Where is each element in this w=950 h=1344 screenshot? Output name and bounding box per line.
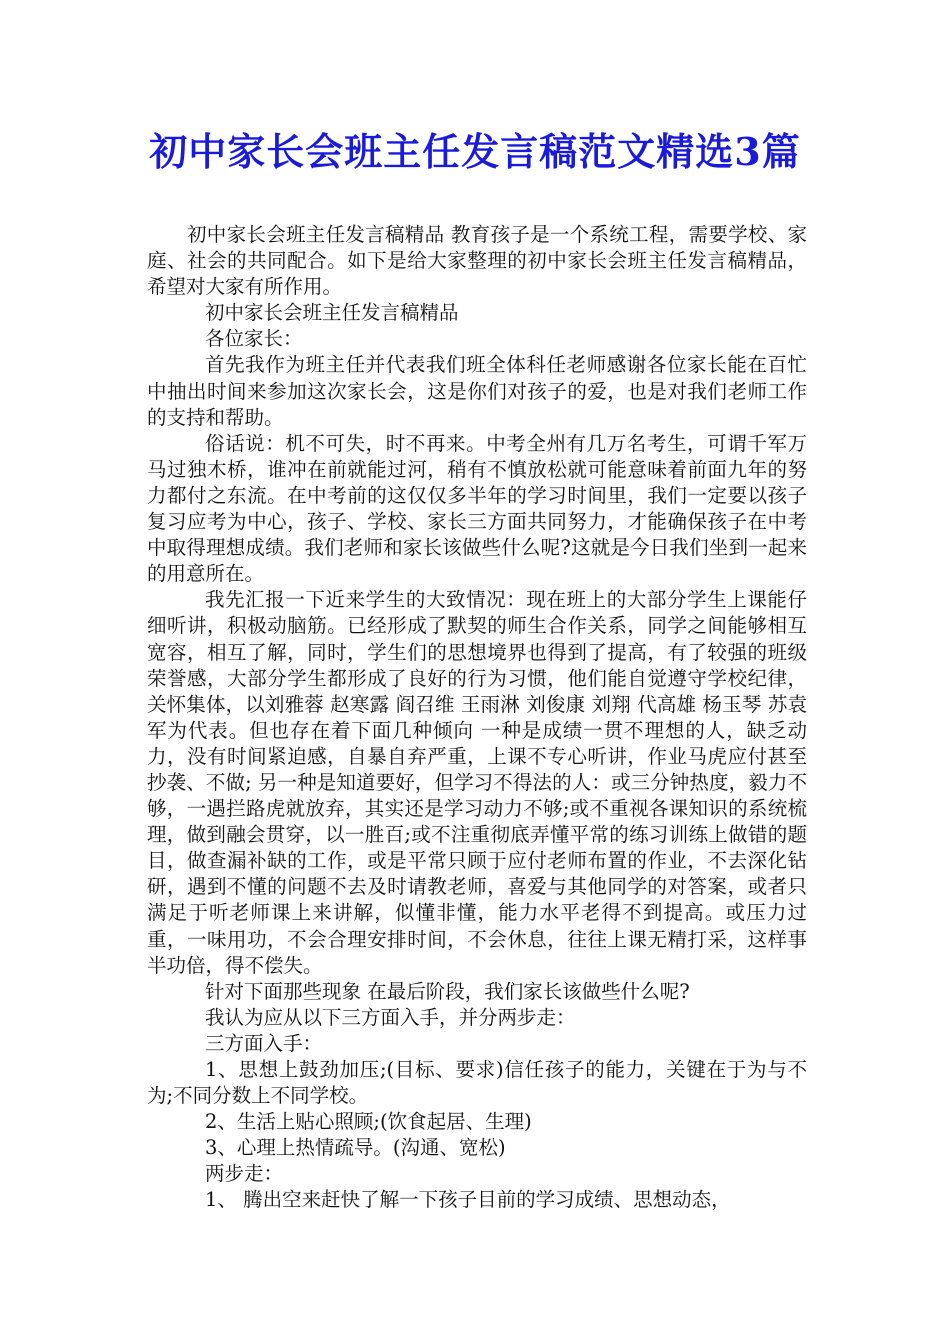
document-title: 初中家长会班主任发言稿范文精选3篇 — [149, 129, 801, 174]
body-line: 我认为应从以下三方面入手，并分两步走： — [205, 1005, 576, 1029]
list-item: 1、思想上鼓劲加压;(目标、要求)信任孩子的能力，关键在于为与不为;不同分数上不同学校。 — [147, 1058, 807, 1108]
body-paragraph: 首先我作为班主任并代表我们班全体科任老师感谢各位家长能在百忙中抽出时间来参加这次家长会，这是你们对孩子的爱，也是对我们老师工作的支持和帮助。 — [147, 353, 807, 429]
list-item: 2、生活上贴心照顾;(饮食起居、生理) — [205, 1110, 532, 1134]
list-heading: 两步走： — [205, 1162, 284, 1186]
intro-paragraph: 初中家长会班主任发言稿精品 教育孩子是一个系统工程，需要学校、家庭、社会的共同配合。如下是给大家整理的初中家长会班主任发言稿精品，希望对大家有所作用。 — [147, 223, 807, 299]
body-line: 针对下面那些现象 在最后阶段，我们家长该做些什么呢? — [205, 979, 690, 1003]
body-paragraph: 俗话说：机不可失，时不再来。中考全州有几万名考生，可谓千军万马过独木桥，谁冲在前就能过河，稍有不慎放松就可能意味着前面九年的努力都付之东流。在中考前的这仅仅多半年的学习时间里，我们一定要以孩子复习应考为中心，孩子、学校、家长三方面共同努力，才能确保孩子在中考中取得理想成绩。我们老师和家长该做些什么呢?这就是今日我们坐到一起来的用意所在。 — [147, 431, 807, 586]
section-heading: 初中家长会班主任发言稿精品 — [205, 301, 459, 325]
document-body — [147, 222, 807, 1214]
body-paragraph: 我先汇报一下近来学生的大致情况：现在班上的大部分学生上课能仔细听讲，积极动脑筋。已经形成了默契的师生合作关系，同学之间能够相互宽容，相互了解，同时，学生们的思想境界也得到了提高，有了较强的班级荣誉感，大部分学生都形成了良好的行为习惯，他们能自觉遵守学校纪律，关怀集体，以刘雅蓉 赵寒露 阎召维 王雨淋 刘俊康 刘翔 代高雄 杨玉琴 苏袁军为代表。但也存在着下面几种倾向 一种是成绩一贯不理想的人，缺乏动力，没有时间紧迫感，自暴自弃严重，上课不专心听讲，作业马虎应付甚至抄袭、不做; 另一种是知道要好，但学习不得法的人：或三分钟热度，毅力不够，一遇拦路虎就放弃，其实还是学习动力不够;或不重视各课知识的系统梳理，做到融会贯穿，以一胜百;或不注重彻底弄懂平常的练习训练上做错的题目，做查漏补缺的工作，或是平常只顾于应付老师布置的作业，不去深化钻研，遇到不懂的问题不去及时请教老师，喜爱与其他同学的对答案，或者只满足于听老师课上来讲解，似懂非懂，能力水平老得不到提高。或压力过重，一味用功，不会合理安排时间，不会休息，往往上课无精打采，这样事半功倍，得不偿失。 — [147, 588, 807, 977]
salutation: 各位家长： — [205, 327, 303, 351]
list-item: 3、心理上热情疏导。(沟通、宽松) — [205, 1136, 506, 1160]
list-heading: 三方面入手： — [205, 1031, 323, 1055]
list-item: 1、 腾出空来赶快了解一下孩子目前的学习成绩、思想动态， — [205, 1188, 731, 1212]
